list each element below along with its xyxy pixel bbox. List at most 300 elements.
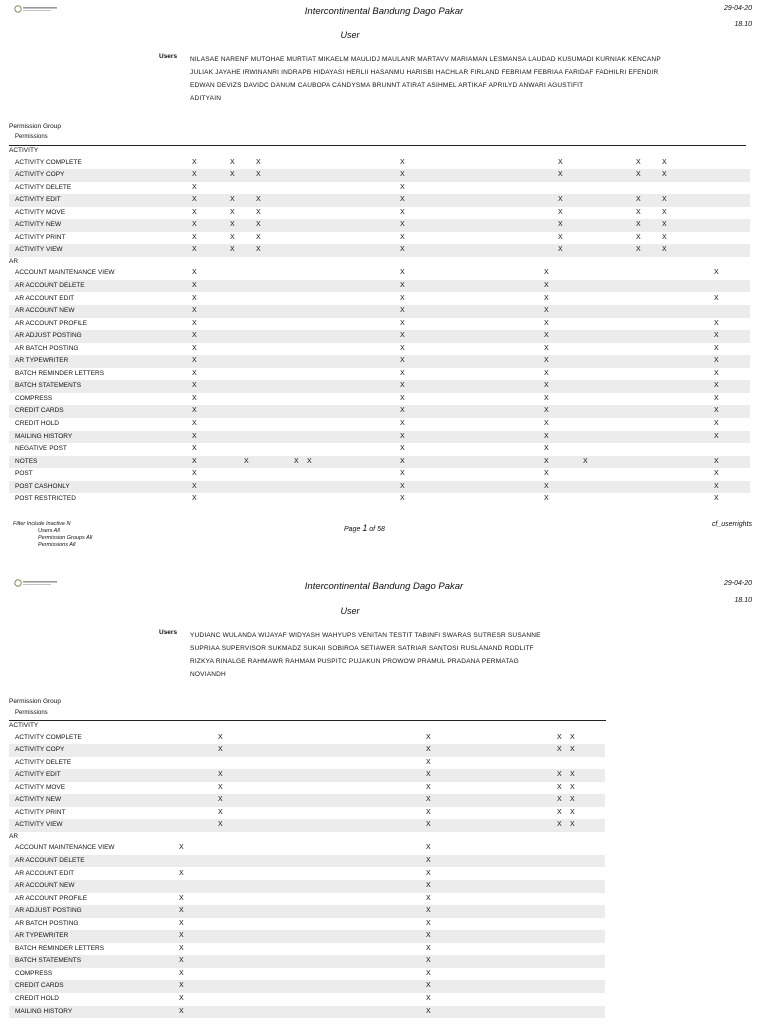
permission-mark: X [400,457,405,465]
permission-row [9,782,605,795]
permission-mark: X [662,196,667,204]
permission-mark: X [192,319,197,327]
permission-mark: X [426,869,431,877]
permission-row [9,481,750,494]
group-heading: ACTIVITY [9,147,39,154]
permission-mark: X [256,233,261,241]
permission-mark: X [544,382,549,390]
group-heading: AR [9,832,19,840]
permission-row [9,318,750,331]
permission-row [9,968,605,981]
permission-row [9,232,750,245]
permission-row [9,343,750,356]
header-rule [9,720,606,721]
permission-name: BATCH STATEMENTS [15,957,82,965]
permission-mark: X [426,771,431,779]
permission-mark: X [544,482,549,490]
permission-mark: X [400,357,405,365]
permission-mark: X [714,344,719,352]
permission-name: ACTIVITY DELETE [15,758,72,766]
permission-name: AR BATCH POSTING [15,919,79,927]
permission-mark: X [636,208,641,216]
permission-mark: X [192,332,197,340]
permission-mark: X [400,246,405,254]
users-line: YUDIANC WULANDA WIJAYAF WIDYASH WAHYUPS VENITAN TESTIT TABINFI SWARAS SUTRESR SUSANNE [190,632,541,639]
permission-row [9,732,605,745]
report-title: User [340,606,360,616]
permission-mark: X [544,432,549,440]
group-heading: ACTIVITY [9,722,39,729]
permission-row [9,757,605,770]
permission-name: ACTIVITY COPY [15,746,65,754]
permission-mark: X [400,495,405,503]
permission-mark: X [557,821,562,829]
permission-name: AR ACCOUNT PROFILE [15,319,88,327]
permission-row [9,905,605,918]
permission-name: AR ACCOUNT NEW [15,307,75,315]
permission-name: ACTIVITY VIEW [15,246,63,254]
filter-permission-groups: Permission Groups All [38,535,93,541]
permission-name: ACTIVITY NEW [15,796,62,804]
permission-mark: X [294,457,299,465]
permission-mark: X [192,307,197,315]
permission-name: AR ACCOUNT EDIT [15,869,75,877]
permission-mark: X [218,733,223,741]
permission-name: MAILING HISTORY [15,1007,73,1015]
permission-mark: X [400,208,405,216]
users-line: EDWAN DEVIZS DAVIDC DANUM CAUBOPA CANDYSMA BRUNNT ATIRAT ASIHMEL ARTIKAF APRILYD ANWARI AGUSTIFIT [190,82,584,89]
permission-mark: X [400,344,405,352]
permission-row [9,456,750,469]
permission-row [9,769,605,782]
permission-name: ACTIVITY PRINT [15,808,66,816]
permission-mark: X [544,357,549,365]
permission-mark: X [426,982,431,990]
permission-mark: X [544,495,549,503]
permission-mark: X [192,158,197,166]
permissions-header: Permissions [15,134,48,140]
permission-mark: X [179,907,184,915]
filter-summary [13,521,92,549]
permission-row [9,405,750,418]
permission-mark: X [400,394,405,402]
permission-mark: X [636,158,641,166]
header-rule [9,145,746,146]
permission-mark: X [714,357,719,365]
permission-name: AR TYPEWRITER [15,357,69,365]
users-line: JULIAK JAYAHE IRWINANRI INDRAPB HIDAYASI HERLII HASANMU HARISBI HACHLAR FIRLAND FEBRIAM FEBRIAA FARIDAF FADHILRI EFENDIR [190,69,659,76]
permission-mark: X [557,783,562,791]
permission-mark: X [218,796,223,804]
permission-mark: X [179,844,184,852]
permission-row [9,842,605,855]
permission-mark: X [544,332,549,340]
permission-mark: X [426,844,431,852]
filter-permissions: Permissions All [38,542,76,548]
permission-mark: X [192,171,197,179]
permission-mark: X [714,369,719,377]
permission-name: BATCH REMINDER LETTERS [15,944,105,952]
page-indicator [344,523,385,533]
users-line: SUPRIAA SUPERVISOR SUKMADZ SUKAII SOBIROA SETIAWER SATRIAR SANTOSI RUSLANAND RODLITF [190,645,534,652]
permission-row [9,157,750,170]
report-title: User [340,30,360,40]
permission-mark: X [400,432,405,440]
permission-name: ACTIVITY MOVE [15,208,66,216]
permission-mark: X [544,294,549,302]
permission-mark: X [426,733,431,741]
page-word: Page [344,526,361,533]
permission-mark: X [192,369,197,377]
permission-mark: X [426,796,431,804]
permission-mark: X [400,332,405,340]
permission-mark: X [662,208,667,216]
permission-mark: X [230,208,235,216]
permission-mark: X [192,407,197,415]
permission-mark: X [426,746,431,754]
permission-row [9,194,750,207]
permission-mark: X [400,420,405,427]
permission-name: ACCOUNT MAINTENANCE VIEW [15,269,115,277]
permission-mark: X [714,420,719,427]
permission-mark: X [714,470,719,478]
permission-mark: X [230,171,235,179]
permission-name: ACTIVITY COMPLETE [15,158,82,166]
permission-name: MAILING HISTORY [15,432,73,440]
permission-mark: X [662,158,667,166]
permission-row [9,293,750,306]
permission-name: ACTIVITY PRINT [15,233,66,241]
permission-mark: X [426,944,431,952]
permission-name: ACTIVITY NEW [15,221,62,229]
permission-mark: X [662,221,667,229]
permission-mark: X [714,407,719,415]
permission-mark: X [230,158,235,166]
permission-mark: X [218,771,223,779]
page-number: 1 [362,523,368,533]
permission-mark: X [544,269,549,277]
permission-mark: X [192,246,197,254]
permission-row [9,182,750,195]
permission-mark: X [307,457,312,465]
permission-mark: X [714,394,719,402]
permission-mark: X [230,221,235,229]
permission-mark: X [558,233,563,241]
permission-mark: X [192,382,197,390]
permission-name: CREDIT CARDS [15,407,64,415]
permission-mark: X [544,407,549,415]
permission-mark: X [426,856,431,864]
permission-mark: X [192,196,197,204]
permission-mark: X [636,171,641,179]
permission-mark: X [714,482,719,490]
permission-mark: X [426,894,431,902]
permission-mark: X [218,821,223,829]
filter-users: Users All [38,528,60,534]
permission-mark: X [636,196,641,204]
permission-group-header: Permission Group [9,698,62,705]
permission-name: CREDIT CARDS [15,982,64,990]
permission-mark: X [544,307,549,315]
permission-row [9,819,605,832]
permission-mark: X [179,957,184,965]
permission-row [9,219,750,232]
users-line: ADITYAIN [190,95,222,102]
permission-mark: X [583,457,588,465]
permission-name: POST CASHONLY [15,482,70,490]
permission-mark: X [714,382,719,390]
permission-mark: X [662,233,667,241]
permission-mark: X [179,969,184,977]
permission-row [9,880,605,893]
permission-mark: X [636,246,641,254]
permission-mark: X [192,294,197,302]
permission-row [9,305,750,318]
permission-mark: X [400,369,405,377]
permission-mark: X [400,196,405,204]
permission-row [9,244,750,257]
permission-mark: X [230,233,235,241]
permission-mark: X [400,482,405,490]
permission-mark: X [557,771,562,779]
permission-mark: X [570,808,575,816]
permission-mark: X [192,420,197,427]
permission-name: AR BATCH POSTING [15,344,79,352]
permission-name: BATCH REMINDER LETTERS [15,369,105,377]
permission-mark: X [714,495,719,503]
permission-mark: X [179,919,184,927]
permission-row [9,431,750,444]
permission-mark: X [179,894,184,902]
permission-mark: X [192,281,197,289]
permission-mark: X [192,482,197,490]
hotel-name: Intercontinental Bandung Dago Pakar [304,581,464,592]
permission-mark: X [256,246,261,254]
permission-mark: X [570,796,575,804]
permission-mark: X [557,808,562,816]
permission-row [9,418,750,431]
permission-name: POST [15,470,33,478]
permission-name: AR ADJUST POSTING [15,332,82,340]
permission-mark: X [256,221,261,229]
permission-mark: X [426,783,431,791]
permission-name: ACTIVITY DELETE [15,183,72,191]
permission-mark: X [558,171,563,179]
permission-name: BATCH STATEMENTS [15,382,82,390]
users-label: Users [159,629,178,636]
permission-mark: X [400,158,405,166]
permission-name: NEGATIVE POST [15,445,67,453]
permission-mark: X [426,969,431,977]
permission-mark: X [557,796,562,804]
permission-mark: X [557,733,562,741]
permission-mark: X [636,221,641,229]
permission-mark: X [557,746,562,754]
permission-mark: X [192,183,197,191]
permission-mark: X [256,208,261,216]
permission-mark: X [400,407,405,415]
permission-mark: X [256,171,261,179]
users-line: NILASAE NARENF MUTOHAE MURTIAT MIKAELM MAULIDJ MAULANR MARTAVV MARIAMAN LESMANSA LAUDAD KUSUMADI KURNIAK KENCANP [190,56,661,63]
permission-mark: X [256,158,261,166]
permission-mark: X [570,821,575,829]
permission-mark: X [192,495,197,503]
permission-mark: X [570,771,575,779]
permission-mark: X [544,394,549,402]
permission-mark: X [558,196,563,204]
permission-mark: X [192,394,197,402]
permission-mark: X [400,307,405,315]
users-list [190,53,661,105]
permission-mark: X [714,294,719,302]
permission-mark: X [256,196,261,204]
permission-mark: X [426,919,431,927]
permission-mark: X [426,758,431,766]
permission-mark: X [400,445,405,453]
users-line: RIZKYA RINALGE RAHMAWR RAHMAM PUSPITC PUJAKUN PROWOW PRAMUL PRADANA PERMATAG [190,658,519,665]
permission-row [9,1006,605,1019]
report-date: 29-04-20 [723,5,752,12]
permission-mark: X [179,982,184,990]
permission-name: ACTIVITY COMPLETE [15,733,82,741]
permission-row [9,918,605,931]
permission-row [9,380,750,393]
permission-row [9,893,605,906]
permission-row [9,393,750,406]
permission-name: AR ACCOUNT DELETE [15,281,85,289]
permission-mark: X [179,869,184,877]
permission-row [9,368,750,381]
permission-mark: X [426,882,431,890]
users-line: NOVIANDH [190,671,226,678]
permission-mark: X [426,808,431,816]
permission-mark: X [230,246,235,254]
permission-mark: X [218,783,223,791]
permission-row [9,993,605,1006]
permission-mark: X [400,221,405,229]
permission-row [9,468,750,481]
permission-mark: X [192,221,197,229]
permission-mark: X [544,470,549,478]
permission-row [9,807,605,820]
permission-row [9,355,750,368]
filter-inactive: Filter Include Inactive N [13,521,71,527]
permission-mark: X [558,158,563,166]
permission-mark: X [558,246,563,254]
permission-name: AR TYPEWRITER [15,932,69,940]
permission-mark: X [714,269,719,277]
permission-mark: X [544,369,549,377]
permissions-header: Permissions [15,710,48,716]
permission-mark: X [192,357,197,365]
permission-group-header: Permission Group [9,123,62,130]
permission-mark: X [544,319,549,327]
permission-mark: X [544,344,549,352]
permission-mark: X [400,294,405,302]
permission-mark: X [714,432,719,440]
permission-row [9,794,605,807]
permission-mark: X [179,995,184,1002]
permission-mark: X [192,269,197,277]
permission-mark: X [400,470,405,478]
permission-mark: X [179,1007,184,1015]
permission-mark: X [192,233,197,241]
permission-mark: X [192,445,197,453]
permission-mark: X [426,907,431,915]
permission-mark: X [192,208,197,216]
permission-name: CREDIT HOLD [15,995,59,1002]
permission-mark: X [400,382,405,390]
permission-mark: X [192,470,197,478]
permission-mark: X [426,1007,431,1015]
permission-mark: X [570,746,575,754]
permission-mark: X [400,233,405,241]
permission-row [9,943,605,956]
permission-row [9,330,750,343]
permission-row [9,207,750,220]
permission-mark: X [426,821,431,829]
hotel-name: Intercontinental Bandung Dago Pakar [304,6,464,17]
report-id: cf_userrights [711,521,752,528]
report-date: 29-04-20 [723,580,752,587]
permission-mark: X [192,344,197,352]
permission-name: AR ACCOUNT EDIT [15,294,75,302]
permission-mark: X [192,457,197,465]
permission-row [9,868,605,881]
permission-mark: X [544,420,549,427]
permission-row [9,955,605,968]
permission-mark: X [400,269,405,277]
permission-mark: X [558,221,563,229]
permission-mark: X [662,246,667,254]
permission-mark: X [662,171,667,179]
permission-row [9,267,750,280]
report-time: 18.10 [734,21,752,28]
permission-mark: X [400,183,405,191]
permission-name: ACTIVITY COPY [15,171,65,179]
permission-mark: X [179,944,184,952]
permission-name: ACTIVITY EDIT [15,196,61,204]
permission-mark: X [714,319,719,327]
permission-mark: X [192,432,197,440]
group-heading: AR [9,257,19,265]
permission-row [9,493,750,506]
permission-mark: X [400,171,405,179]
permission-name: ACCOUNT MAINTENANCE VIEW [15,844,115,852]
permission-row [9,980,605,993]
permission-row [9,930,605,943]
permission-name: ACTIVITY VIEW [15,821,63,829]
permission-mark: X [426,995,431,1002]
permission-name: COMPRESS [15,969,53,977]
permission-mark: X [636,233,641,241]
users-label: Users [159,53,178,60]
permission-mark: X [179,932,184,940]
permission-name: ACTIVITY MOVE [15,783,66,791]
permission-name: NOTES [15,457,38,465]
permission-mark: X [714,332,719,340]
permission-name: AR ACCOUNT PROFILE [15,894,88,902]
permission-mark: X [230,196,235,204]
permission-mark: X [426,932,431,940]
permission-mark: X [544,445,549,453]
permission-mark: X [426,957,431,965]
permission-mark: X [570,733,575,741]
permission-name: POST RESTRICTED [15,495,76,503]
permission-name: AR ADJUST POSTING [15,907,82,915]
permission-mark: X [218,746,223,754]
permission-row [9,855,605,868]
